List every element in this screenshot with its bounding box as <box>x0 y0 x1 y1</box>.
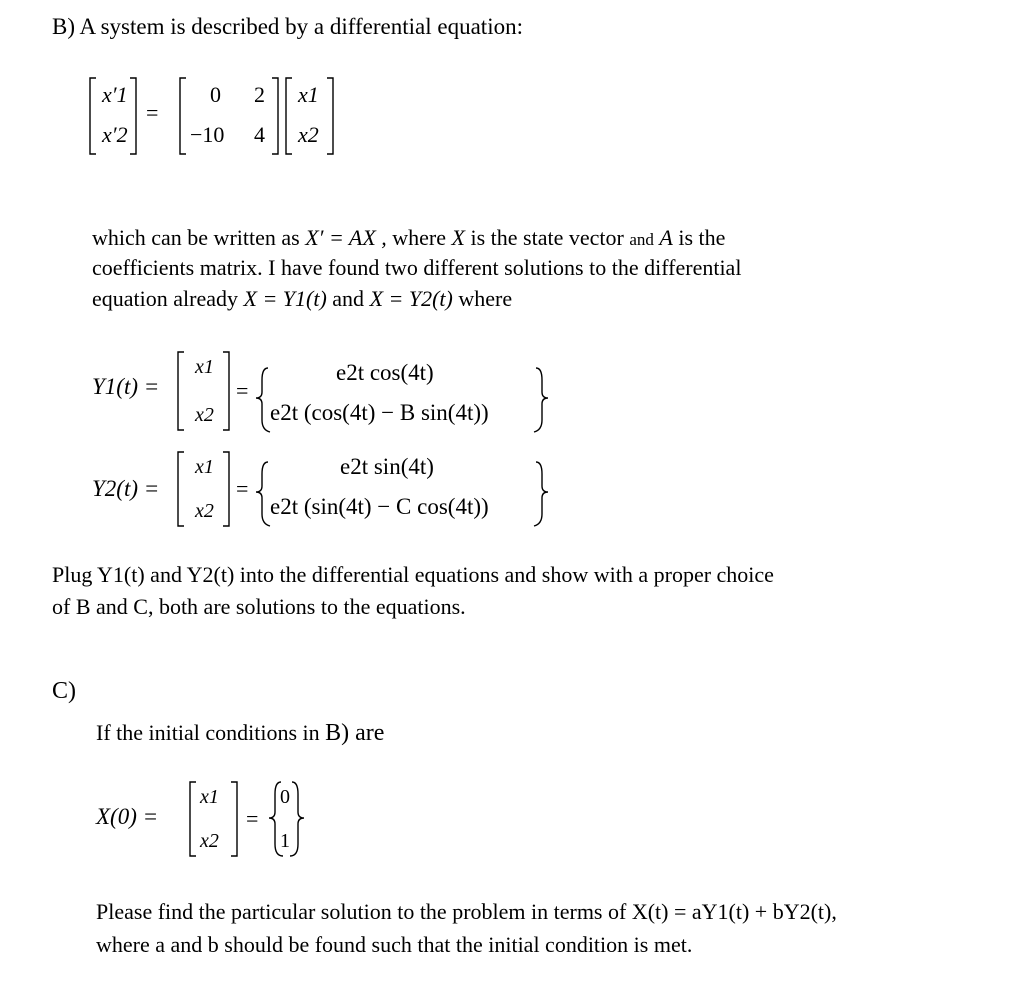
lhs-vector-entry-2: x′2 <box>102 122 128 147</box>
matrix-a11: 0 <box>210 82 221 107</box>
y2-vector-entry-1: x1 <box>195 456 214 478</box>
y2-row-2: e2t (sin(4t) − C cos(4t)) <box>270 494 489 519</box>
x0-value-2: 1 <box>280 830 290 852</box>
part-b-heading: B) A system is described by a differential equation: <box>52 14 523 39</box>
rhs-vector-entry-2: x2 <box>298 122 319 147</box>
matrix-a22: 4 <box>254 122 265 147</box>
equals-sign: = <box>146 100 159 125</box>
y1-label: Y1(t) = <box>92 374 160 399</box>
final-instruction-line-2: where a and b should be found such that the initial condition is met. <box>96 932 693 957</box>
x0-label: X(0) = <box>96 804 159 829</box>
paragraph-2-line-1: Plug Y1(t) and Y2(t) into the differential equations and show with a proper choice <box>52 562 774 587</box>
y2-row-1: e2t sin(4t) <box>340 454 434 479</box>
lhs-vector-entry-1: x′1 <box>102 82 128 107</box>
paragraph-2-line-2: of B and C, both are solutions to the equations. <box>52 594 466 619</box>
y2-equals-sign: = <box>236 476 249 501</box>
y1-equals-sign: = <box>236 378 249 403</box>
y1-vector-entry-2: x2 <box>195 404 214 426</box>
paragraph-1-line-1: which can be written as X′ = AX , where X is the state vector and A is the <box>92 225 726 250</box>
rhs-vector-entry-1: x1 <box>298 82 319 107</box>
x0-value-1: 0 <box>280 786 290 808</box>
x0-equals-sign: = <box>246 806 259 831</box>
paragraph-1-line-3: equation already X = Y1(t) and X = Y2(t) where <box>92 286 513 311</box>
y1-row-1: e2t cos(4t) <box>336 360 434 385</box>
paragraph-1-line-2: coefficients matrix. I have found two different solutions to the differential <box>92 255 742 280</box>
y1-vector-entry-1: x1 <box>195 356 214 378</box>
y1-row-2: e2t (cos(4t) − B sin(4t)) <box>270 400 489 425</box>
matrix-a12: 2 <box>254 82 265 107</box>
part-c-heading: C) <box>52 678 76 704</box>
x0-vector-entry-2: x2 <box>200 830 219 852</box>
y2-label: Y2(t) = <box>92 476 160 501</box>
matrix-a21: −10 <box>190 122 225 147</box>
y2-vector-entry-2: x2 <box>195 500 214 522</box>
final-instruction-line-1: Please find the particular solution to the problem in terms of X(t) = aY1(t) + bY2(t), <box>96 899 837 924</box>
x0-vector-entry-1: x1 <box>200 786 219 808</box>
part-c-intro: If the initial conditions in B) are <box>96 720 385 746</box>
